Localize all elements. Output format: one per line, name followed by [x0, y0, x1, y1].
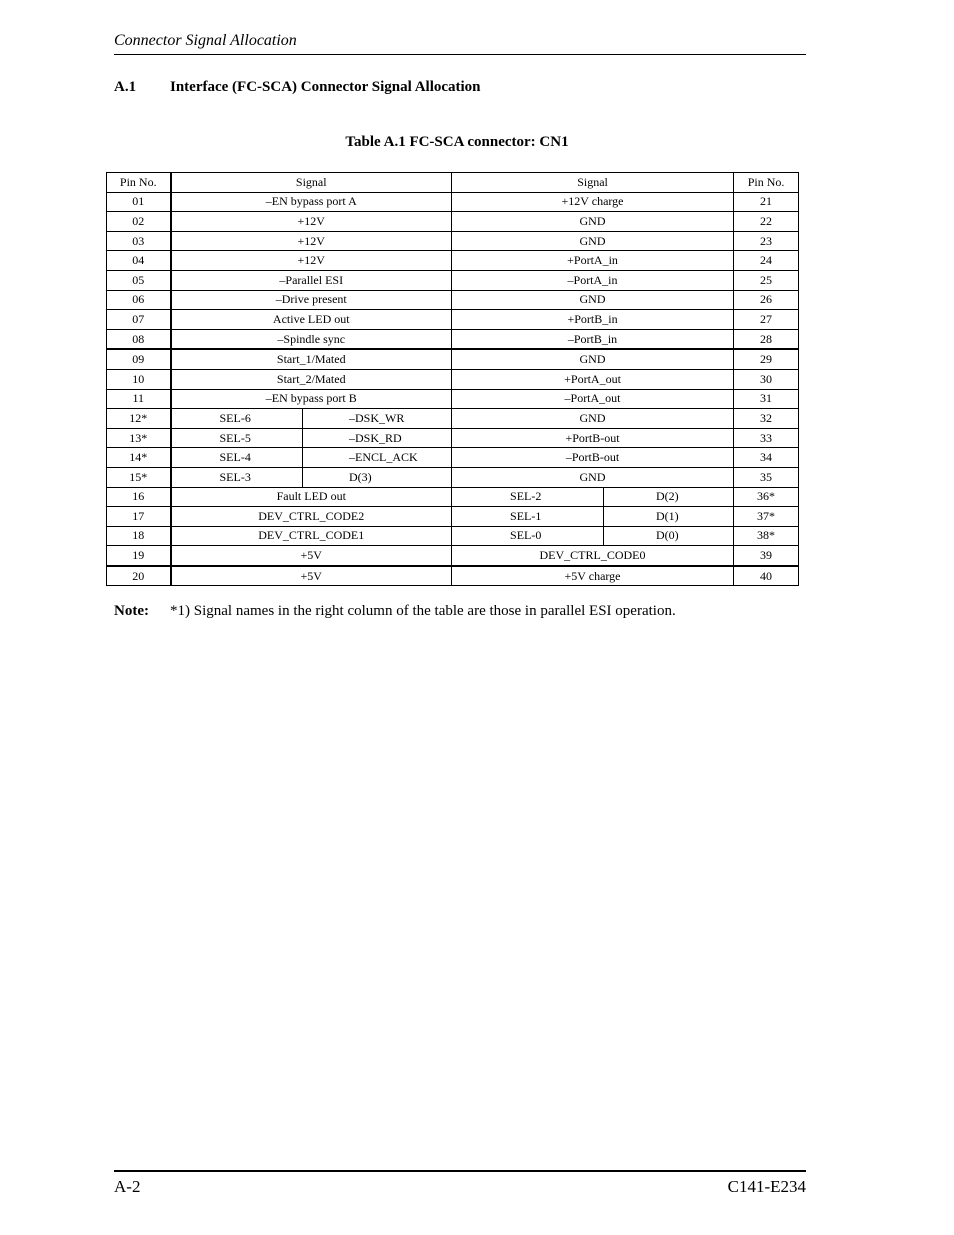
signal-left-cell: –Spindle sync — [171, 329, 452, 349]
signal-right-cell: GND — [452, 349, 734, 369]
signal-right-cell: +PortA_in — [452, 251, 734, 271]
pin-right-cell: 30 — [734, 369, 799, 389]
pin-left-cell: 08 — [107, 329, 171, 349]
table-row — [107, 409, 799, 429]
signal-left-alt-cell: –DSK_RD — [303, 428, 452, 448]
pin-right-cell: 36* — [734, 487, 799, 507]
signal-left-sel-cell: SEL-6 — [171, 409, 303, 429]
signal-right-sel-cell: SEL-1 — [452, 507, 604, 527]
signal-left-cell: Active LED out — [171, 310, 452, 330]
pin-right-cell: 21 — [734, 192, 799, 212]
section-heading — [114, 79, 481, 96]
signal-right-alt-cell: D(1) — [604, 507, 734, 527]
signal-left-sel-cell: SEL-5 — [171, 428, 303, 448]
table-row — [107, 329, 799, 349]
pin-right-cell: 35 — [734, 467, 799, 487]
pin-left-cell: 13* — [107, 428, 171, 448]
signal-right-cell: –PortB_in — [452, 329, 734, 349]
pin-right-cell: 34 — [734, 448, 799, 468]
header-rule — [114, 54, 806, 55]
pin-left-cell: 16 — [107, 487, 171, 507]
table-row — [107, 212, 799, 232]
signal-left-cell: +12V — [171, 251, 452, 271]
signal-left-cell: DEV_CTRL_CODE2 — [171, 507, 452, 527]
table-header-row — [107, 173, 799, 193]
table-row — [107, 507, 799, 527]
pin-right-cell: 25 — [734, 270, 799, 290]
pin-left-cell: 01 — [107, 192, 171, 212]
pin-left-cell: 02 — [107, 212, 171, 232]
pin-right-cell: 24 — [734, 251, 799, 271]
signal-right-cell: GND — [452, 231, 734, 251]
pin-right-cell: 31 — [734, 389, 799, 409]
signal-right-cell: –PortA_in — [452, 270, 734, 290]
pin-table — [106, 172, 799, 586]
signal-right-cell: –PortA_out — [452, 389, 734, 409]
table-row — [107, 310, 799, 330]
running-header: Connector Signal Allocation — [114, 32, 297, 49]
signal-left-cell: Start_2/Mated — [171, 369, 452, 389]
pin-left-cell: 05 — [107, 270, 171, 290]
table-row — [107, 231, 799, 251]
table-row — [107, 192, 799, 212]
pin-left-cell: 04 — [107, 251, 171, 271]
table-row — [107, 526, 799, 546]
pin-left-cell: 12* — [107, 409, 171, 429]
signal-right-cell: GND — [452, 290, 734, 310]
pin-right-cell: 33 — [734, 428, 799, 448]
page-number: A-2 — [114, 1177, 141, 1196]
pin-right-cell: 26 — [734, 290, 799, 310]
signal-right-cell: +5V charge — [452, 566, 734, 586]
pin-right-cell: 27 — [734, 310, 799, 330]
pin-left-cell: 15* — [107, 467, 171, 487]
signal-right-cell: +PortB-out — [452, 428, 734, 448]
signal-left-cell: Start_1/Mated — [171, 349, 452, 369]
signal-left-cell: +5V — [171, 566, 452, 586]
table-row — [107, 467, 799, 487]
signal-left-cell: –Parallel ESI — [171, 270, 452, 290]
pin-right-cell: 22 — [734, 212, 799, 232]
signal-left-sel-cell: SEL-3 — [171, 467, 303, 487]
signal-left-cell: +12V — [171, 212, 452, 232]
table-row — [107, 546, 799, 566]
signal-left-cell: Fault LED out — [171, 487, 452, 507]
table-row — [107, 566, 799, 586]
signal-right-cell: GND — [452, 409, 734, 429]
note — [114, 603, 676, 620]
signal-left-cell: –EN bypass port B — [171, 389, 452, 409]
document-id: C141-E234 — [727, 1177, 806, 1196]
pin-left-cell: 11 — [107, 389, 171, 409]
pin-left-cell: 06 — [107, 290, 171, 310]
table-row — [107, 270, 799, 290]
pin-right-cell: 32 — [734, 409, 799, 429]
pin-right-cell: 38* — [734, 526, 799, 546]
signal-left-cell: +12V — [171, 231, 452, 251]
signal-left-alt-cell: –ENCL_ACK — [303, 448, 452, 468]
table-row — [107, 448, 799, 468]
table-row — [107, 290, 799, 310]
signal-right-alt-cell: D(2) — [604, 487, 734, 507]
section-title: Interface (FC-SCA) Connector Signal Allocation — [170, 79, 481, 95]
table-row — [107, 369, 799, 389]
section-number: A.1 — [114, 79, 137, 95]
signal-left-sel-cell: SEL-4 — [171, 448, 303, 468]
signal-right-sel-cell: SEL-2 — [452, 487, 604, 507]
signal-right-alt-cell: D(0) — [604, 526, 734, 546]
pin-left-cell: 03 — [107, 231, 171, 251]
pin-left-cell: 20 — [107, 566, 171, 586]
signal-right-cell: GND — [452, 212, 734, 232]
note-label: Note: — [114, 603, 149, 619]
header-pin-left: Pin No. — [107, 173, 171, 193]
signal-right-cell: +12V charge — [452, 192, 734, 212]
pin-right-cell: 37* — [734, 507, 799, 527]
signal-left-cell: –EN bypass port A — [171, 192, 452, 212]
signal-right-sel-cell: SEL-0 — [452, 526, 604, 546]
table-row — [107, 428, 799, 448]
footer-rule — [114, 1170, 806, 1172]
signal-right-cell: DEV_CTRL_CODE0 — [452, 546, 734, 566]
table-caption: Table A.1 FC-SCA connector: CN1 — [345, 134, 569, 150]
pin-right-cell: 28 — [734, 329, 799, 349]
pin-right-cell: 40 — [734, 566, 799, 586]
signal-left-alt-cell: D(3) — [303, 467, 452, 487]
pin-left-cell: 17 — [107, 507, 171, 527]
table-row — [107, 487, 799, 507]
header-signal-right: Signal — [452, 173, 734, 193]
signal-right-cell: +PortA_out — [452, 369, 734, 389]
pin-left-cell: 14* — [107, 448, 171, 468]
note-text: *1) Signal names in the right column of the table are those in parallel ESI operation. — [170, 603, 676, 619]
pin-left-cell: 09 — [107, 349, 171, 369]
signal-left-cell: DEV_CTRL_CODE1 — [171, 526, 452, 546]
header-signal-left: Signal — [171, 173, 452, 193]
table-body — [107, 192, 799, 586]
signal-left-cell: +5V — [171, 546, 452, 566]
signal-right-cell: +PortB_in — [452, 310, 734, 330]
table-row — [107, 349, 799, 369]
header-pin-right: Pin No. — [734, 173, 799, 193]
pin-right-cell: 23 — [734, 231, 799, 251]
pin-right-cell: 29 — [734, 349, 799, 369]
pin-right-cell: 39 — [734, 546, 799, 566]
signal-left-alt-cell: –DSK_WR — [303, 409, 452, 429]
pin-left-cell: 18 — [107, 526, 171, 546]
signal-right-cell: –PortB-out — [452, 448, 734, 468]
table-row — [107, 389, 799, 409]
pin-left-cell: 10 — [107, 369, 171, 389]
signal-right-cell: GND — [452, 467, 734, 487]
signal-left-cell: –Drive present — [171, 290, 452, 310]
table-row — [107, 251, 799, 271]
pin-left-cell: 19 — [107, 546, 171, 566]
pin-left-cell: 07 — [107, 310, 171, 330]
